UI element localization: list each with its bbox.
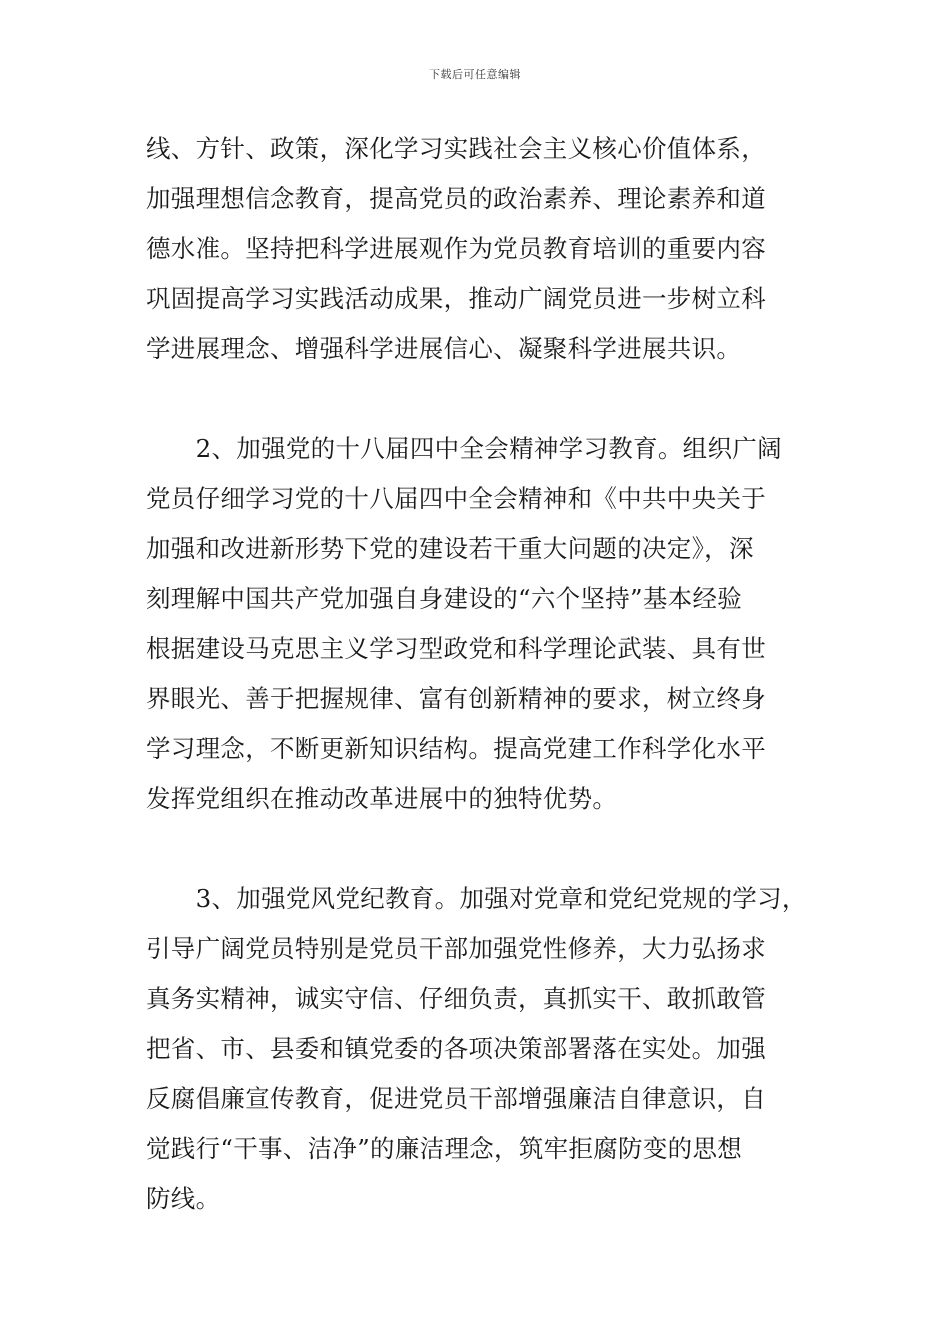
text-line: 加强和改进新形势下党的建设若干重大问题的决定》，深 xyxy=(146,534,754,563)
paragraph-2 xyxy=(146,424,818,824)
text-line: 把省、市、县委和镇党委的各项决策部署落在实处。加强 xyxy=(146,1034,766,1063)
text-line: 反腐倡廉宣传教育，促进党员干部增强廉洁自律意识，自 xyxy=(146,1084,766,1113)
text-line: 学习理念，不断更新知识结构。提高党建工作科学化水平 xyxy=(146,734,766,763)
text-line: 发挥党组织在推动改革进展中的独特优势。 xyxy=(146,784,618,813)
text-line: 党员仔细学习党的十八届四中全会精神和《中共中央关于 xyxy=(146,484,766,513)
text-line: 巩固提高学习实践活动成果，推动广阔党员进一步树立科 xyxy=(146,284,766,313)
text-line: 3、加强党风党纪教育。加强对党章和党纪党规的学习， xyxy=(146,884,807,913)
text-line: 觉践行“干事、洁净”的廉洁理念，筑牢拒腐防变的思想 xyxy=(146,1134,743,1163)
paragraph-3 xyxy=(146,874,818,1224)
text-line: 德水准。坚持把科学进展观作为党员教育培训的重要内容 xyxy=(146,234,766,263)
text-line: 界眼光、善于把握规律、富有创新精神的要求，树立终身 xyxy=(146,684,766,713)
text-line: 防线。 xyxy=(146,1184,221,1213)
text-line: 加强理想信念教育，提高党员的政治素养、理论素养和道 xyxy=(146,184,766,213)
text-line: 根据建设马克思主义学习型政党和科学理论武装、具有世 xyxy=(146,634,766,663)
text-line: 引导广阔党员特别是党员干部加强党性修养，大力弘扬求 xyxy=(146,934,766,963)
text-line: 学进展理念、增强科学进展信心、凝聚科学进展共识。 xyxy=(146,334,742,363)
text-line: 真务实精神，诚实守信、仔细负责，真抓实干、敢抓敢管 xyxy=(146,984,766,1013)
text-line: 线、方针、政策，深化学习实践社会主义核心价值体系， xyxy=(146,134,766,163)
text-line: 2、加强党的十八届四中全会精神学习教育。组织广阔 xyxy=(146,434,782,463)
page-header: 下载后可任意编辑 xyxy=(429,68,521,81)
paragraph-1 xyxy=(146,124,818,374)
text-line: 刻理解中国共产党加强自身建设的“六个坚持”基本经验 xyxy=(146,584,743,613)
